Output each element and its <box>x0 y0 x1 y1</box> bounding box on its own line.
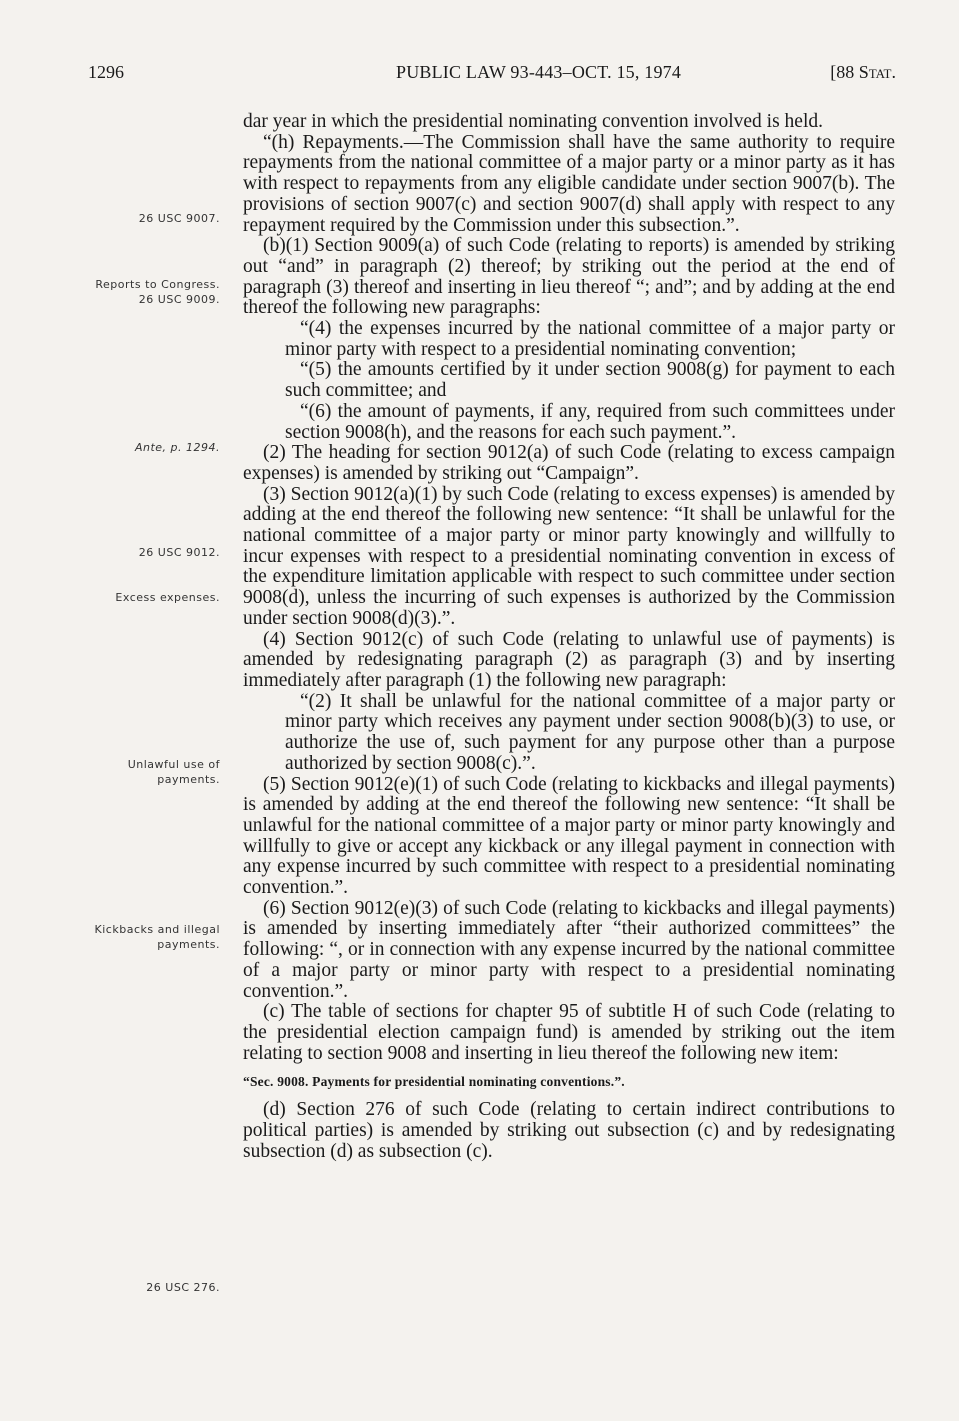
subparagraph: “(2) It shall be unlawful for the national committee of a major party or minor party which receives any payment under section 9008(b)(3) to use, or authorize the use of, such payment for any purpose other than a purpose authorized by section 9008(c).”. <box>285 690 895 774</box>
paragraph: (c) The table of sections for chapter 95 of subtitle H of such Code (relating to the presidential election campaign fund) is amended by striking out the item relating to section 9008 and inserting in lieu thereof the following new item: <box>243 1001 895 1064</box>
document-body <box>243 112 895 1162</box>
paragraph: (2) The heading for section 9012(a) of such Code (relating to excess campaign expenses) is amended by striking out “Campaign”. <box>243 442 895 484</box>
table-item: “Sec. 9008. Payments for presidential nominating conventions.”. <box>243 1074 625 1090</box>
paragraph: (d) Section 276 of such Code (relating to certain indirect contributions to political parties) is amended by striking out subsection (c) and by redesignating subsection (d) as subsection (c). <box>243 1099 895 1162</box>
paragraph: (4) Section 9012(c) of such Code (relating to unlawful use of payments) is amended by redesignating paragraph (2) as paragraph (3) and by inserting immediately after paragraph (1) the following new paragraph: <box>243 628 895 691</box>
statute-reference: [88 Stat. <box>830 62 896 82</box>
margin-note-usc-276: 26 USC 276. <box>146 1281 220 1294</box>
paragraph: (3) Section 9012(a)(1) by such Code (relating to excess expenses) is amended by adding at the end thereof the following new sentence: “It shall be unlawful for the national committee of a major party or minor party knowingly and willfully to incur expenses with respect to a presidential nominating convention in excess of the expenditure limitation applicable with respect to such committee under section 9008(d), unless the incurring of such expenses is authorized by the Commission under section 9008(d)(3).”. <box>243 483 895 629</box>
paragraph: (6) Section 9012(e)(3) of such Code (relating to kickbacks and illegal payments) is amended by inserting immediately after “their authorized committees” the following: “, or in connection with any expense incurred by the national committee of a major party or minor party with respect to a presidential nominating convention.”. <box>243 897 895 1002</box>
page-title: PUBLIC LAW 93-443–OCT. 15, 1974 <box>396 62 682 82</box>
margin-note-unlawful-use: Unlawful use of payments. <box>127 758 220 786</box>
margin-note-usc-9007: 26 USC 9007. <box>138 212 220 225</box>
paragraph-repayments: “(h) Repayments.—The Commission shall have the same authority to require repayments from the national committee of a major party or a minor party as it has with respect to repayments from any eligible candidate under section 9007(b). The provisions of section 9007(c) and section 9007(d) shall apply with respect to any repayment required by the Commission under this subsection.”. <box>243 131 895 236</box>
margin-note-excess-expenses: Excess expenses. <box>115 591 220 604</box>
margin-note-usc-9012: 26 USC 9012. <box>138 546 220 559</box>
margin-note-reports-to-congress: Reports to Congress. 26 USC 9009. <box>95 278 220 306</box>
paragraph: (b)(1) Section 9009(a) of such Code (relating to reports) is amended by striking out “and” in paragraph (2) thereof; by striking out the period at the end of paragraph (3) thereof and inserting in lieu thereof “; and”; and by adding at the end thereof the following new paragraphs: <box>243 235 895 319</box>
page-number: 1296 <box>88 62 124 82</box>
subparagraph: “(4) the expenses incurred by the national committee of a major party or minor party with respect to a presidential nominating convention; <box>285 318 895 360</box>
subparagraph: “(6) the amount of payments, if any, required from such committees under section 9008(h), and the reasons for each such payment.”. <box>285 400 895 443</box>
margin-note-ante: Ante, p. 1294. <box>134 441 220 454</box>
subparagraph: “(5) the amounts certified by it under section 9008(g) for payment to each such committee; and <box>285 359 895 402</box>
paragraph: (5) Section 9012(e)(1) of such Code (relating to kickbacks and illegal payments) is amended by adding at the end thereof the following new sentence: “It shall be unlawful for the national committee of a major party or minor party knowingly and willfully to give or accept any kickback or any illegal payment in connection with any expense incurred by such committee with respect to a presidential nominating convention.”. <box>243 773 895 899</box>
margin-note-kickbacks: Kickbacks and illegal payments. <box>94 923 220 951</box>
paragraph: dar year in which the presidential nominating convention involved is held. <box>243 111 823 132</box>
page-header <box>88 62 896 86</box>
